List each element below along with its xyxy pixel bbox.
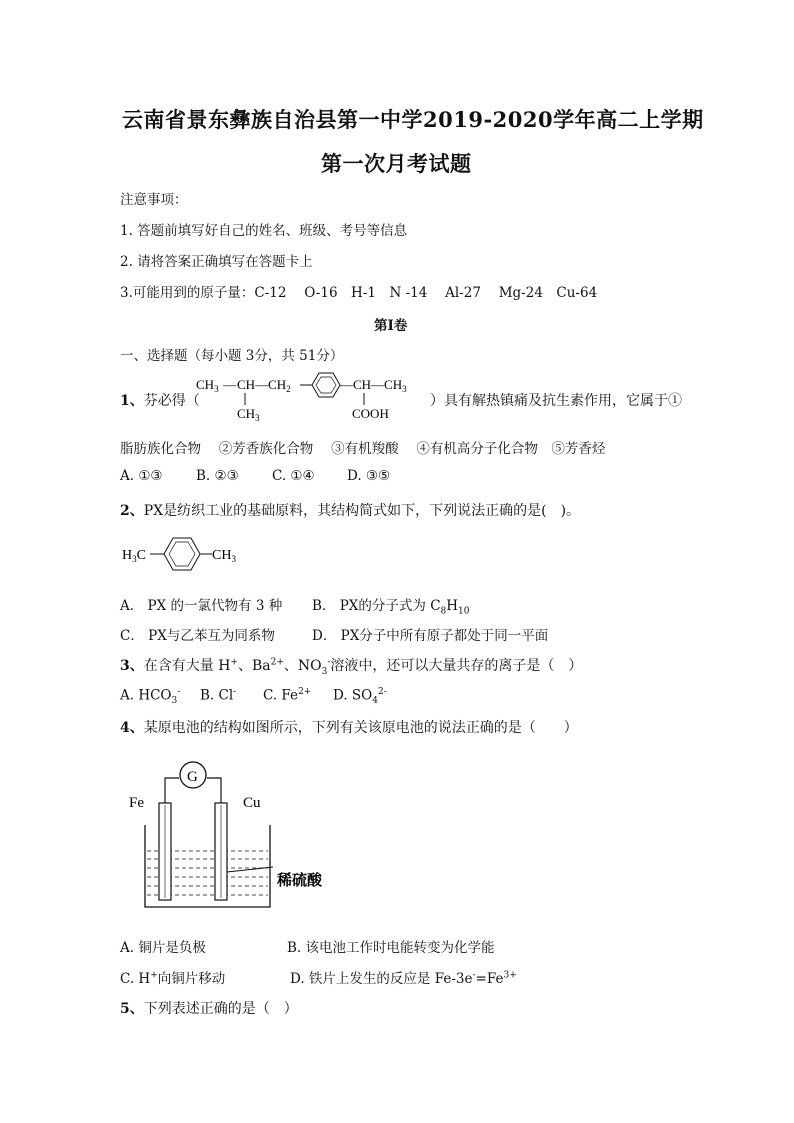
page-subtitle: 第一次月考试题 [321,151,472,176]
q1-struct-dash: — [223,377,236,392]
fe-label: Fe [129,795,144,811]
q2-number: 2、 [120,503,144,519]
q5-stem: 5、下列表述正确的是（ ） [120,1001,298,1017]
q2-choice-a: A． PX 的一氯代物有 3 种 [120,598,283,614]
ibuprofen-structure [192,368,432,426]
cu-label: Cu [243,795,261,811]
q5-number: 5、 [120,1001,144,1017]
q1-benzene-inner [316,377,336,393]
volume-label: 第Ⅰ卷 [374,318,408,334]
q1-number: 1、 [120,393,144,409]
q1-struct-ch3-left: $CH_3$ [196,377,219,394]
q4-number: 4、 [120,720,144,736]
galvanic-cell-diagram [125,755,365,915]
q1-struct-right: $—CH—CH_3$ [340,377,407,394]
q1-choice-d: D. ③⑤ [347,468,391,484]
page-title: 云南省景东彝族自治县第一中学2019-2020学年高二上学期 [122,107,704,132]
q3-choice-b: B. Cl- [200,687,237,704]
q3-choice-a: A. $HCO_3^-$ [120,687,181,707]
q2-choice-c: C． PX与乙苯互为同系物 [120,628,275,644]
notes-heading: 注意事项： [120,192,188,208]
q2-benzene-inner [169,542,195,566]
wire-right [207,778,221,803]
q1-choice-a: A. ①③ [120,468,163,484]
q1-struct-cooh: COOH [352,406,389,421]
q4-choice-b: B. 该电池工作时电能转变为化学能 [287,940,495,956]
q4-choice-d: D. 铁片上发生的反应是 $Fe-3e^-=Fe^{3+}$ [290,970,517,987]
q2-stem: 2、PX是纺织工业的基础原料，其结构简式如下，下列说法正确的是( )。 [120,503,581,519]
notes-item-1: 1. 答题前填写好自己的姓名、班级、考号等信息 [120,223,408,239]
notes-item-3: 3.可能用到的原子量：C-12 O-16 H-1 N -14 Al-27 Mg-24 Cu-64 [120,285,598,301]
q3-number: 3、 [120,658,144,674]
solution-label: 稀硫酸 [277,873,323,889]
q3-stem: 3、在含有大量 H+、$Ba^{2+}$、$NO_3^-$溶液中，还可以大量共存的离子是（ ） [120,657,583,677]
q2-choice-b: B． PX的分子式为 $C_8H_{10}$ [312,598,470,617]
q4-stem: 4、某原电池的结构如图所示，下列有关该原电池的说法正确的是（ ） [120,720,578,736]
q3-choice-d: D. $SO_4^{2-}$ [333,687,387,707]
q2-struct-right: $CH_3$ [212,548,236,564]
q1-options-line: 脂肪族化合物 ②芳香族化合物 ③有机羧酸 ④有机高分子化合物 ⑤芳香烃 [120,441,606,457]
q4-choice-a: A. 铜片是负极 [120,940,206,956]
q2-choice-d: D． PX分子中所有原子都处于同一平面 [312,628,549,644]
q1-struct-ch-ch2: $CH—CH_2$ [237,377,291,394]
notes-item-2: 2. 请将答案正确填写在答题卡上 [120,254,313,270]
q1-stem-before: 1、芬必得（ [120,393,200,409]
q1-stem-after: ）具有解热镇痛及抗生素作用，它属于① [430,393,682,409]
q3-choice-c: C. $Fe^{2+}$ [263,687,312,704]
q4-choice-c: C. H+向铜片移动 [120,970,226,987]
part-title: 一、选择题（每小题 3分，共 51分） [120,348,344,364]
q1-choice-c: C. ①④ [272,468,315,484]
px-structure [120,528,260,576]
q2-struct-left: $H_3C$ [122,548,146,564]
q1-choice-b: B. ②③ [196,468,239,484]
q1-struct-branch-ch3: $CH_3$ [237,406,260,423]
galvanometer-label: G [187,769,198,785]
wire-left [165,778,179,803]
